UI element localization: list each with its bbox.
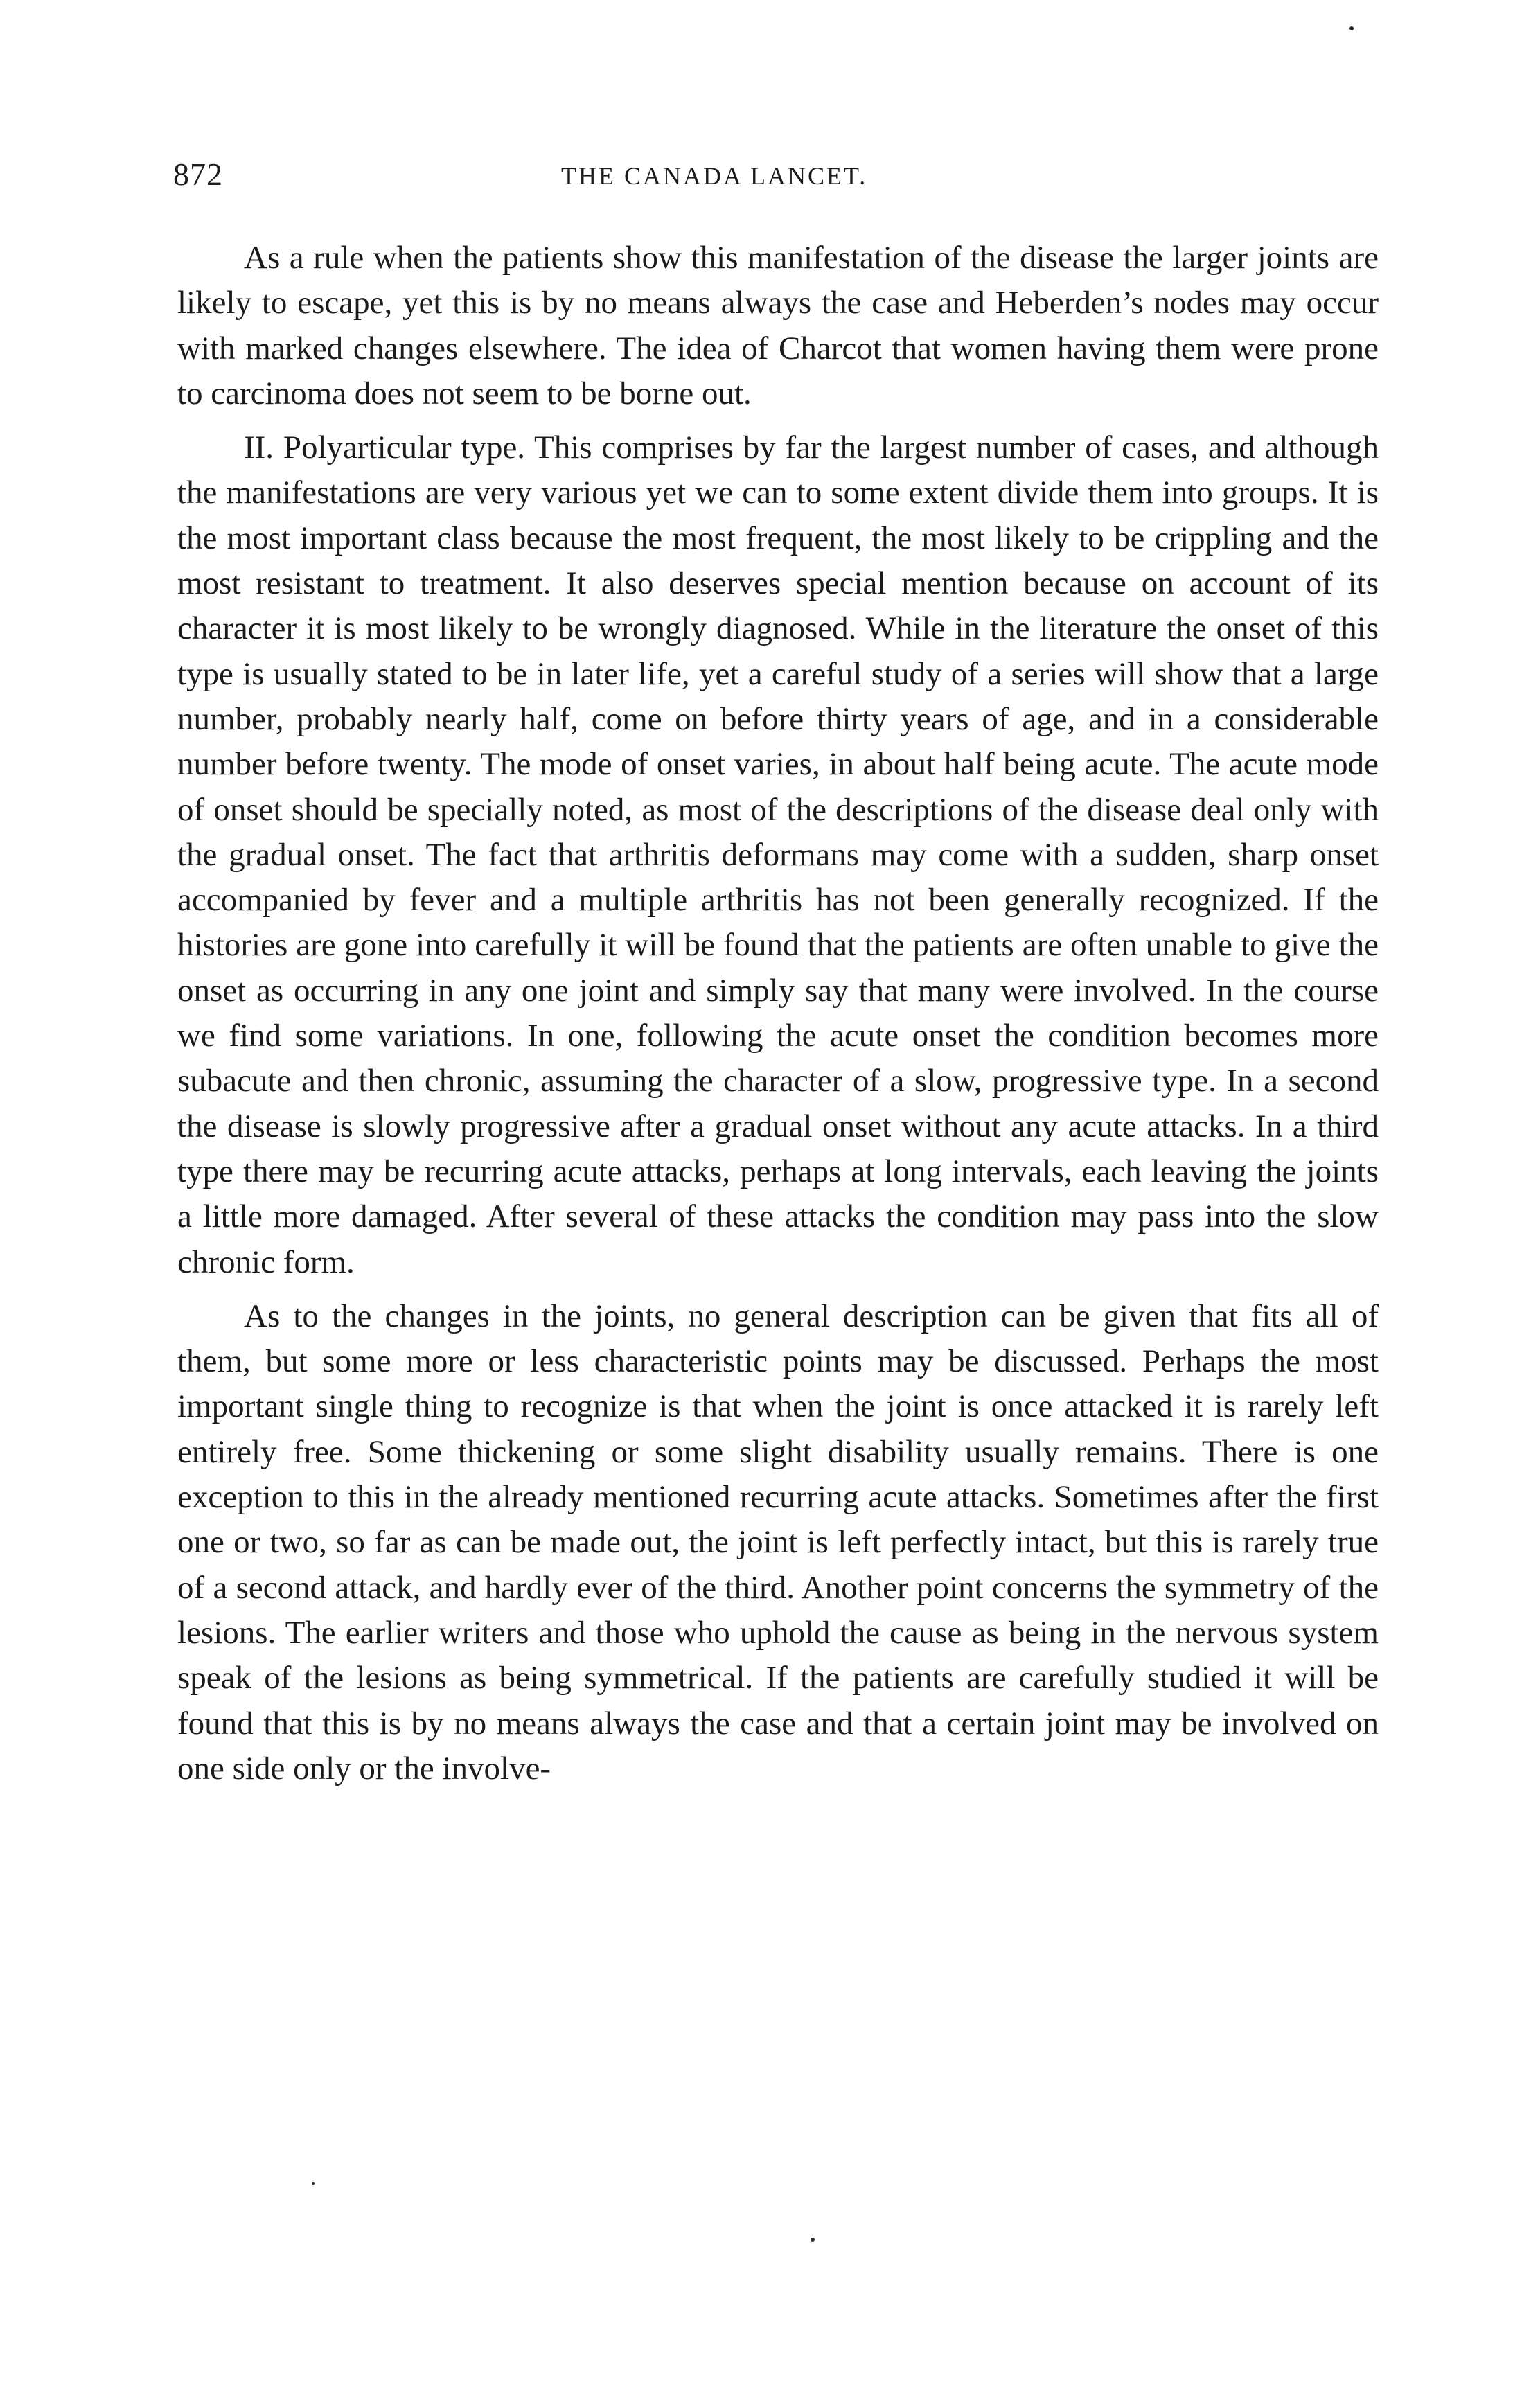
paragraph-polyarticular-type: II. Polyarticular type. This comprises by far the largest number of cases, and although the manifestations are very various yet we can to some extent divide them into groups. It is the most important class because the most frequent, the most likely to be crippling and the most resistant to treatment. It also deserves special mention because on account of its character it is most likely to be wrongly diagnosed. While in the literature the onset of this type is usually stated to be in later life, yet a careful study of a series will show that a large number, probably nearly half, come on before thirty years of age, and in a considerable number before twenty. The mode of onset varies, in about half being acute. The acute mode of onset should be specially noted, as most of the descriptions of the disease deal only with the gradual onset. The fact that arthritis deformans may come with a sudden, sharp onset accompanied by fever and a multiple arthritis has not been generally recognized. If the histories are gone into carefully it will be found that the patients are often unable to give the onset as occurring in any one joint and simply say that many were involved. In the course we find some variations. In one, following the acute onset the condition becomes more subacute and then chronic, assuming the character of a slow, progressive type. In a second the disease is slowly progressive after a gradual onset without any acute attacks. In a third type there may be recurring acute attacks, perhaps at long intervals, each leaving the joints a little more damaged. After several of these attacks the condition may pass into the slow chronic form. <box>177 429 1379 1280</box>
scan-speck <box>1349 26 1354 30</box>
scan-speck <box>811 2238 815 2242</box>
running-title: THE CANADA LANCET. <box>561 162 868 190</box>
page-header <box>173 156 1379 197</box>
scan-speck <box>312 2182 315 2185</box>
paragraph-joint-changes: As to the changes in the joints, no general description can be given that fits all of them, but some more or less characteristic points may be discussed. Perhaps the most important single thing to recognize is that when the joint is once attacked it is rarely left entirely free. Some thickening or some slight disability usually remains. There is one exception to this in the already mentioned recurring acute attacks. Sometimes after the first one or two, so far as can be made out, the joint is left perfectly intact, but this is rarely true of a second attack, and hardly ever of the third. Another point concerns the symmetry of the lesions. The earlier writers and those who uphold the cause as being in the nervous system speak of the lesions as being symmetrical. If the patients are carefully studied it will be found that this is by no means always the case and that a certain joint may be involved on one side only or the involve- <box>177 1297 1379 1787</box>
paragraph-heberden-nodes: As a rule when the patients show this manifestation of the disease the larger joints are likely to escape, yet this is by no means always the case and Heberden’s nodes may occur with marked changes elsewhere. The idea of Charcot that women having them were prone to carcinoma does not seem to be borne out. <box>177 240 1379 411</box>
article-body <box>177 236 1379 1791</box>
page-number: 872 <box>173 157 223 192</box>
